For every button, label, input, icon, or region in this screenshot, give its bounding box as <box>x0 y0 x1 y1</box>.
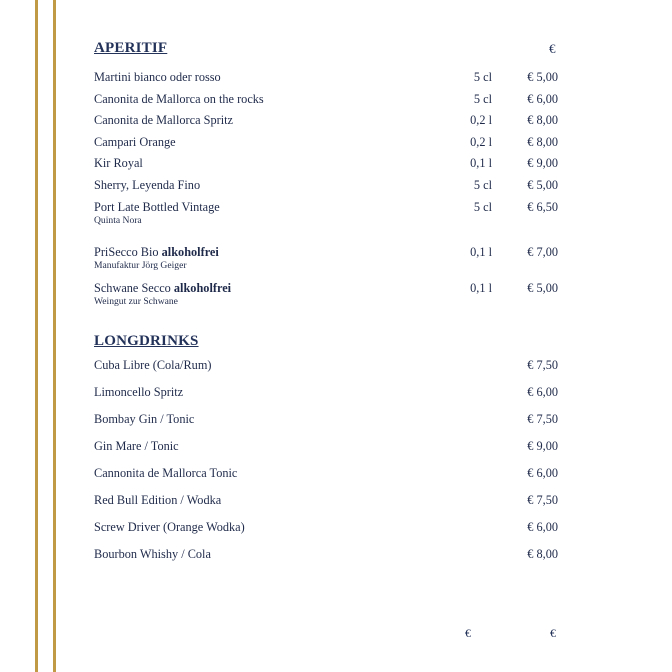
item-name: Screw Driver (Orange Wodka) <box>94 520 245 534</box>
item-price: € 8,00 <box>527 113 558 127</box>
item-quantity: 5 cl <box>473 70 492 84</box>
item-price: € 6,00 <box>527 520 558 534</box>
item-producer: Manufaktur Jörg Geiger <box>94 260 187 271</box>
item-price: € 6,00 <box>527 466 558 480</box>
item-price: € 5,00 <box>527 70 558 84</box>
item-quantity: 0,1 l <box>470 156 492 170</box>
item-producer: Weingut zur Schwane <box>94 296 178 307</box>
item-price: € 6,00 <box>527 92 558 106</box>
item-name: Bombay Gin / Tonic <box>94 412 195 426</box>
item-name: Schwane Secco <box>94 281 174 295</box>
item-quantity: 5 cl <box>473 178 492 192</box>
item-price: € 8,00 <box>527 547 558 561</box>
item-alcohol-free-label: alkoholfrei <box>173 281 232 295</box>
item-name-wrapper <box>94 281 231 296</box>
item-name: Campari Orange <box>94 135 176 149</box>
item-name: Martini bianco oder rosso <box>94 70 221 84</box>
item-name: Limoncello Spritz <box>94 385 184 399</box>
item-price: € 7,00 <box>527 245 558 259</box>
item-name-wrapper <box>94 245 219 260</box>
item-name: Port Late Bottled Vintage <box>94 200 220 214</box>
item-price: € 8,00 <box>527 135 558 149</box>
item-price: € 5,00 <box>527 281 558 295</box>
footer-currency-right: € <box>550 626 556 640</box>
item-name: Kir Royal <box>94 156 143 170</box>
longdrinks-heading: LONGDRINKS <box>94 333 199 349</box>
item-name: Gin Mare / Tonic <box>94 439 179 453</box>
item-price: € 5,00 <box>527 178 558 192</box>
item-quantity: 5 cl <box>473 92 492 106</box>
item-name: Canonita de Mallorca on the rocks <box>94 92 264 106</box>
item-alcohol-free-label: alkoholfrei <box>161 245 219 259</box>
item-name: Cannonita de Mallorca Tonic <box>94 466 238 480</box>
item-name: Cuba Libre (Cola/Rum) <box>94 358 212 372</box>
item-quantity: 0,2 l <box>470 135 492 149</box>
item-price: € 9,00 <box>527 156 558 170</box>
item-price: € 7,50 <box>527 412 558 426</box>
item-quantity: 0,1 l <box>470 281 492 295</box>
item-price: € 6,50 <box>527 200 558 214</box>
item-name: Canonita de Mallorca Spritz <box>94 113 233 127</box>
item-quantity: 0,2 l <box>470 113 492 127</box>
item-name: Red Bull Edition / Wodka <box>94 493 222 507</box>
item-price: € 7,50 <box>527 493 558 507</box>
item-price: € 9,00 <box>527 439 558 453</box>
item-price: € 7,50 <box>527 358 558 372</box>
item-quantity: 0,1 l <box>470 245 492 259</box>
item-quantity: 5 cl <box>473 200 492 214</box>
inner-gold-rule <box>53 0 56 672</box>
aperitif-currency-symbol: € <box>549 41 556 56</box>
left-gold-rule <box>35 0 38 672</box>
aperitif-heading: APERITIF <box>94 40 168 56</box>
item-name: PriSecco Bio <box>94 245 162 259</box>
footer-currency-left: € <box>465 626 471 640</box>
item-producer: Quinta Nora <box>94 215 142 226</box>
item-price: € 6,00 <box>527 385 558 399</box>
item-name: Bourbon Whishy / Cola <box>94 547 211 561</box>
item-name: Sherry, Leyenda Fino <box>94 178 201 192</box>
